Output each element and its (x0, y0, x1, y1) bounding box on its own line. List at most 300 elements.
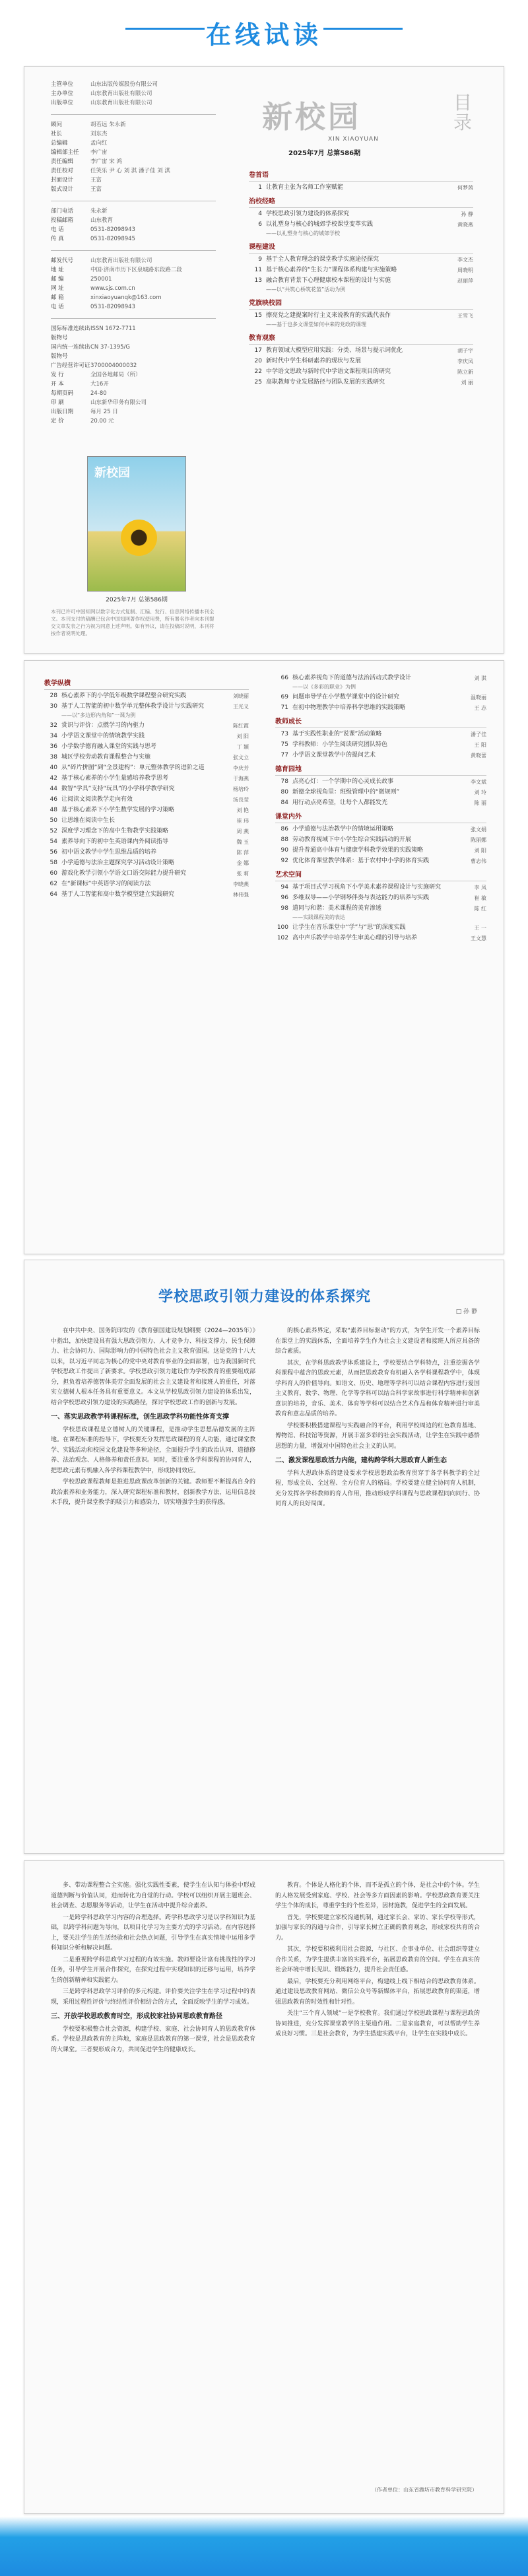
toc-entry[interactable] (44, 722, 249, 730)
masthead-row (51, 343, 216, 361)
masthead-value: 王富 (90, 177, 102, 184)
page-article-start (24, 1260, 504, 1854)
masthead-row (51, 129, 216, 139)
toc-entry-subtitle: ——以“多边形内角和”一课为例 (61, 712, 136, 718)
toc-entry-author: 李庆凤 (457, 358, 473, 364)
toc-entry-title: 学科教师：小学生阅读研究团队特色 (292, 741, 388, 748)
article-title: 学校思政引领力建设的体系探究 (158, 1289, 371, 1305)
toc-entry-author: 王 阳 (474, 742, 486, 748)
article-paragraph: 学校要积极整合社会资源，构建学校、家庭、社会协同育人的思政教育体系。学校是思政教育的主阵地，家庭是思政教育的第一课堂，社会是思政教育的大课堂。三者要形成合力，共同促进学生的健康成长。 (51, 2025, 255, 2053)
toc-page-number: 56 (50, 849, 57, 856)
toc-page-number: 92 (280, 858, 288, 864)
masthead-row (51, 407, 216, 417)
page-toc-continued (24, 660, 504, 1254)
masthead-key: 主办单位 (51, 90, 74, 97)
toc-entry[interactable] (275, 836, 486, 844)
article-paragraph: 教育。个体是人格化的个体，而不是孤立的个体，是社会中的个体。学生的人格发展受到家庭、学校、社会等多方面因素的影响。学校思政教育要关注学生个体的成长，尊重学生的个性差异，因材施教，促进学生的全面发展。 (275, 1882, 480, 1909)
masthead-key: 电 话 (51, 304, 64, 310)
masthead-key: 国内统一连续出版物号 (51, 344, 90, 360)
toc-entry-title: 高职教师专业发展路径与团队发展的实践研究 (266, 379, 385, 386)
toc-page-number: 71 (280, 704, 288, 711)
masthead-key: 责任编辑 (51, 158, 74, 165)
toc-entry-title: 深度学习理念下的高中生物教学实践策略 (61, 828, 169, 834)
toc-entry-author: 王光义 (233, 704, 249, 710)
masthead-value: 朱永新 (90, 208, 108, 215)
toc-page-number: 78 (280, 778, 288, 785)
toc-page-number: 64 (50, 891, 57, 898)
toc-entry-author: 王 一 (474, 925, 486, 931)
toc-entry-author: 崔 玮 (236, 818, 249, 824)
toc-entry-author: 于海燕 (233, 776, 249, 782)
masthead-value: 任笑乐 尹 心 刘 淇 潘子佳 刘 淇 (90, 168, 170, 174)
article-paragraph: 的核心素养界定，采取“素养目标驱动”的方式，为学生开发一个素养目标在课堂上的实践体系，全面培养学生作为社会主义建设者和接班人所应具备的综合素质。 (275, 1328, 480, 1355)
toc-entry-author: 魏 玉 (236, 839, 249, 845)
toc-entry-author: 丁 颖 (236, 744, 249, 750)
toc-page-number: 34 (50, 733, 57, 739)
toc-entry-title: 让学生在音乐课堂中“学”与“思”的深度实践 (292, 924, 406, 931)
toc-page-number: 77 (280, 752, 288, 759)
divider (51, 250, 216, 251)
toc-entry[interactable] (44, 817, 249, 825)
toc-entry-title: 小学道德与法治教学中的情境运用策略 (292, 826, 394, 832)
masthead-row (51, 216, 216, 225)
masthead-value: 胡若远 朱永新 (90, 121, 126, 128)
toc-entry-title: 在初中物理教学中培养科学思维的实践策略 (292, 704, 406, 711)
toc-entry[interactable] (275, 904, 486, 922)
toc-entry[interactable] (44, 838, 249, 846)
toc-entry-author: 林伟强 (233, 892, 249, 898)
issue-number: 2025年7月 总第586期 (288, 150, 361, 157)
toc-entry[interactable] (44, 692, 249, 700)
toc-page-number: 40 (50, 764, 57, 771)
toc-entry-title: 优化体育课堂教学体系：基于农村中小学的体育实践 (292, 858, 430, 864)
toc-header (229, 86, 486, 159)
toc-entry-title: 核心素养下的小学低年级数学课程整合研究实践 (61, 693, 187, 699)
toc-entry[interactable] (44, 753, 249, 762)
masthead-row (51, 225, 216, 234)
divider (51, 318, 216, 319)
toc-entry-title: 融合教育背景下心理健康校本课程的设计与实施 ——以“共筑心桥筑花篮”活动为例 (266, 277, 446, 294)
toc-entry[interactable] (249, 184, 473, 192)
toc-entry[interactable] (275, 741, 486, 749)
article-paragraph: 学校思政课程是立德树人的关键课程，是推动学生思想品德发展的主阵地。在课程标准的指导下，学校要充分发挥思政课程的育人功能，通过课堂教学、实践活动和校园文化建设等多种途径，全面提升学生的政治认同、道德修养、法治观念、人格修养和责任意识。同时，要注重各学科课程的协同育人，把思政元素有机融入各学科课程教学中，形成协同效应。 (51, 1426, 255, 1474)
masthead-row (51, 284, 216, 293)
toc-entry-author: 刘 艳 (236, 807, 249, 813)
toc-entry-title: 学校思政引领力建设的体系探究 (266, 211, 350, 217)
magazine-pinyin: XIN XIAOYUAN (328, 136, 379, 143)
toc-page-number: 80 (280, 789, 288, 796)
toc-entry-title: 新德全球视角里：班级管理中的“微规则” (292, 789, 400, 796)
toc-entry[interactable] (249, 347, 473, 355)
toc-entry[interactable] (249, 312, 473, 329)
toc-entry-title: 让思维在阅读中生长 (61, 817, 116, 824)
toc-entry-subtitle: ——以礼塑身与核心的城郊学校 (266, 230, 340, 236)
toc-entry[interactable] (249, 277, 473, 294)
toc-entry[interactable] (249, 266, 473, 275)
toc-entry-author: 陈 丽 (474, 800, 486, 806)
toc-entry-author: 李文斌 (471, 779, 486, 785)
masthead-key: 发 行 (51, 372, 64, 378)
toc-entry-title: 城区学校劳动教育课程整合与实施 (61, 754, 151, 761)
masthead-value: 0531-82098943 (90, 304, 135, 310)
toc-entry[interactable] (44, 859, 249, 867)
masthead-row (51, 293, 216, 302)
toc-entry[interactable] (44, 827, 249, 836)
toc-entry-title: 用行动点亮希望，让每个人都能发光 (292, 799, 388, 806)
toc-entry-author: 胡子宇 (457, 348, 473, 354)
toc-section-title: 教学纵横 (44, 679, 249, 690)
toc-page-number: 88 (280, 836, 288, 843)
toc-page-number: 73 (280, 731, 288, 737)
toc-list (249, 166, 473, 389)
toc-entry-author: 曹志伟 (471, 858, 486, 864)
masthead-value: 李广宙 (90, 149, 108, 156)
toc-label: 目录 (453, 92, 473, 133)
toc-entry-author: 何梦茜 (457, 185, 473, 191)
toc-section-title: 教育观察 (249, 334, 473, 345)
toc-page-number: 30 (50, 703, 57, 710)
masthead-row (51, 139, 216, 148)
toc-entry[interactable] (44, 764, 249, 772)
masthead-key: 投稿邮箱 (51, 217, 74, 224)
toc-page-number: 42 (50, 775, 57, 782)
toc-entry-title: 劳动教育视域下中小学生综合实践活动的开展 (292, 836, 412, 843)
article-paragraph: 三是跨学科思政学习评价的多元构建。评价要关注学生在学习过程中的表现，采用过程性评价与终结性评价相结合的方式，全面反映学生的学习成效。 (51, 1988, 255, 2006)
toc-entry-author: 刘晓丽 (233, 693, 249, 699)
toc-entry-author: 张文娟 (471, 827, 486, 832)
toc-entry-author: 王 志 (474, 705, 486, 711)
article-paragraph: 最后，学校要充分利用网络平台，构建线上线下相结合的思政教育体系。通过建设思政教育网站、微信公众号等新媒体平台，拓展思政教育的渠道，增强思政教育的时效性和针对性。 (275, 1978, 480, 2006)
toc-entry-title: 小学语文课堂教学中的提问艺术 (292, 752, 376, 759)
toc-entry-title: 基于全人教育理念的课堂教学实施途径探究 (266, 256, 380, 263)
toc-page-number: 28 (50, 693, 57, 699)
toc-entry[interactable] (275, 730, 486, 739)
masthead-key: 传 真 (51, 236, 64, 242)
toc-page-number: 17 (254, 347, 262, 354)
toc-page-number: 66 (280, 675, 288, 681)
toc-entry-title: 基于人工智能的初中数学单元整体教学设计与实践研究 ——以“多边形内角和”一课为例 (61, 702, 221, 720)
toc-entry[interactable] (44, 880, 249, 889)
toc-entry-author: 崔 敏 (474, 895, 486, 901)
masthead-key: 编辑部主任 (51, 149, 79, 156)
article-paragraph: 首先，学校要建立家校沟通机制，通过家长会、家访、家长学校等形式，加强与家长的沟通与合作，引导家长树立正确的教育观念，形成家校共育的合力。 (275, 1914, 480, 1942)
toc-entry[interactable] (249, 368, 473, 376)
masthead-value: CN 37-1395/G (90, 344, 130, 351)
toc-entry-author: 金 娜 (236, 860, 249, 866)
masthead-key: 版式设计 (51, 186, 74, 193)
toc-section-title: 教师成长 (275, 718, 486, 728)
toc-page-number: 60 (50, 870, 57, 877)
toc-entry-author: 刘 淇 (474, 675, 486, 681)
article-heading: 三、开放学校思政教育时空，形成校家社协同思政教育路径 (51, 2013, 222, 2020)
toc-section-title: 卷首语 (249, 171, 473, 182)
masthead-value: 0531-82098945 (90, 236, 135, 242)
toc-entry-title: 提升普通高中体育与健康学科教学效果的实践策略 (292, 847, 424, 854)
toc-entry-author: 黄晓燕 (457, 222, 473, 228)
toc-entry-author: 李晓燕 (233, 881, 249, 887)
toc-entry-author: 周晓明 (457, 267, 473, 273)
toc-entry[interactable] (249, 220, 473, 238)
toc-page-number: 96 (280, 895, 288, 901)
cover-caption: 2025年7月 总第586期 (106, 597, 168, 603)
masthead-value: xinxiaoyuanqk@163.com (90, 294, 162, 301)
masthead-row (51, 176, 216, 185)
masthead-key: 定 价 (51, 418, 64, 424)
masthead-key: 社长 (51, 131, 63, 137)
toc-entry-author: 王雪飞 (457, 313, 473, 319)
toc-entry[interactable] (44, 848, 249, 857)
toc-entry-title: 让阅读文阅读教学走向有效 (61, 796, 133, 803)
masthead-key: 邮 编 (51, 276, 64, 283)
masthead-row (51, 389, 216, 398)
toc-entry[interactable] (275, 894, 486, 902)
toc-entry[interactable] (275, 751, 486, 760)
toc-entry[interactable] (275, 704, 486, 712)
toc-page-number: 4 (258, 211, 262, 217)
toc-entry-title: 赏识与评价：点燃学习的内驱力 (61, 722, 145, 729)
toc-page-number: 36 (50, 743, 57, 750)
masthead-row (51, 417, 216, 426)
toc-entry-author: 刘 丽 (461, 380, 473, 386)
toc-page-number: 20 (254, 358, 262, 364)
toc-page-number: 75 (280, 741, 288, 748)
toc-page-number: 22 (254, 368, 262, 375)
article-paragraph: 多、带动课程整合全实施。强化实践性要素，使学生在认知与体验中形成道德判断与价值认同，进而转化为自觉的行动。学校可以组织开展主题班会、社会调查、志愿服务等活动，让学生在活动中提升综合素养。 (51, 1882, 255, 1909)
toc-entry-title: 数智“学具”支持“玩具”的小学科学教学研究 (61, 786, 175, 792)
toc-section-title: 课程建设 (249, 243, 473, 254)
toc-entry-title: 在“新课标”中英语学习的阅读方法 (61, 881, 151, 887)
masthead-value: 全国各地邮局（所） (90, 372, 141, 378)
toc-page-number: 50 (50, 817, 57, 824)
toc-entry-title: 让教育主张为名师工作室赋能 (266, 184, 344, 191)
masthead-row (51, 302, 216, 312)
toc-entry-title: 道同与和谐：美术课程的美育渗透 ——实践课程美的表达 (292, 904, 459, 922)
toc-entry-title: 游戏化教学引领小学语文口语交际能力提升研究 (61, 870, 187, 877)
masthead-row (51, 380, 216, 389)
toc-section-title: 党旗映校园 (249, 299, 473, 310)
toc-page-number: 98 (280, 905, 288, 912)
toc-entry[interactable] (44, 785, 249, 794)
article-paragraph: 学校思政课程教师是推进思政课改革创新的关键。教师要不断提高自身的政治素养和业务能力，深入研究课程标准和教材，创新教学方法，运用信息技术手段，提升课堂教学的吸引力和感染力，切实增强学生的获得感。 (51, 1479, 255, 1506)
masthead-row (51, 80, 216, 89)
masthead-value: 24-80 (90, 390, 107, 397)
toc-entry-title: 小学道德与法治主题探究学习活动设计策略 (61, 860, 175, 866)
toc-entry[interactable] (275, 693, 486, 702)
sunflower-icon (121, 520, 157, 556)
toc-section-title: 治校经略 (249, 197, 473, 208)
toc-entry-title: 教育领域大模型应用实践：分类、场景与提示词优化 (266, 347, 403, 354)
masthead-value: 刘东杰 (90, 131, 108, 137)
masthead-key: 广告经营许可证 (51, 362, 90, 369)
toc-entry[interactable] (44, 743, 249, 751)
toc-entry[interactable] (44, 774, 249, 783)
toc-entry[interactable] (275, 778, 486, 786)
toc-list-right (275, 674, 486, 945)
masthead-block (51, 80, 216, 108)
toc-entry-author: 刘 阳 (236, 733, 249, 739)
toc-list-left (44, 674, 249, 901)
article-author: □ 孙 静 (455, 1308, 477, 1315)
toc-page-number: 52 (50, 828, 57, 834)
masthead-key: 顾问 (51, 121, 63, 128)
toc-entry[interactable] (275, 799, 486, 807)
masthead-row (51, 185, 216, 194)
article-column-2 (275, 1326, 480, 1841)
masthead-info (51, 80, 216, 432)
article-paragraph: 在中共中央、国务院印发的《教育强国建设规划纲要（2024—2035年）》中指出，加快建设具有强大思政引领力、人才竞争力、科技支撑力、民生保障力、社会协同力、国际影响力的中国特色社会主义教育强国。这是党的十八大以来，以习近平同志为核心的党中央对教育事业的全面部署，也为我国新时代学校思政工作提出了新要求。学校思政引领力建设作为学校教育的重要组成部分，担负着培养德智体美劳全面发展的社会主义建设者和接班人的重任，对落实立德树人根本任务具有重要意义。本文从学校思政引领力建设的体系出发，结合学校思政引领力建设的实践路径，探讨学校思政工作的创新与发展。 (51, 1328, 255, 1406)
toc-page-number: 38 (50, 754, 57, 761)
masthead-value: 山东出版传媒股份有限公司 (90, 81, 158, 88)
page-article-continued (24, 1860, 504, 2514)
toc-section-title: 艺术空间 (275, 871, 486, 881)
toc-entry-title: 点亮心灯：一个学期中的心灵成长故事 (292, 778, 394, 785)
toc-page-number: 9 (258, 256, 262, 263)
article-paragraph: 关注“三个育人领域”一是学校教育。我们通过学校思政课程与课程思政的协同推进，充分发挥课堂教学的主渠道作用。二是家庭教育，可以帮助学生养成良好习惯。三是社会教育，为学生搭建实践平台，让学生在实践中成长。 (275, 2010, 480, 2037)
toc-entry-title: 擦亮党之建提案时行主义来说教育的实践代表作 ——基于也多文课堂如何中来的党政的课理 (266, 312, 446, 329)
toc-entry-title: 以礼塑身与核心的城郊学校课堂变革实践 ——以礼塑身与核心的城郊学校 (266, 220, 446, 238)
toc-entry-author: 陈 萍 (236, 850, 249, 856)
masthead-row (51, 265, 216, 275)
masthead-key: 总编辑 (51, 140, 68, 147)
reading-banner (0, 0, 528, 61)
toc-entry-title: 初中语文教学中学生思维品质的培养 (61, 849, 157, 856)
banner-title: 在线试读 (205, 20, 322, 50)
toc-entry-title: 小学数学德育融入课堂的实践与思考 (61, 743, 157, 750)
toc-page-number: 58 (50, 860, 57, 866)
toc-entry-author: 陈 红 (474, 906, 486, 912)
toc-entry[interactable] (249, 210, 473, 219)
masthead-row (51, 275, 216, 284)
article-column-1 (51, 1326, 255, 1841)
masthead-key: 地 址 (51, 267, 64, 273)
toc-page-number: 54 (50, 838, 57, 845)
toc-entry[interactable] (275, 883, 486, 892)
toc-entry-author: 陈立新 (457, 369, 473, 375)
toc-entry-author: 李文杰 (457, 257, 473, 263)
toc-entry-subtitle: ——基于也多文课堂如何中来的党政的课理 (266, 322, 366, 327)
toc-entry-author: 刘 阳 (474, 848, 486, 854)
toc-entry[interactable] (44, 702, 249, 720)
toc-page-number: 44 (50, 786, 57, 792)
cover-title: 新校园 (94, 466, 130, 480)
staff-block (51, 120, 216, 194)
masthead-row (51, 398, 216, 407)
article-paragraph: 学校要积极搭建课程与实践融合的平台，利用学校周边的红色教育基地、博物馆、科技馆等资源，开展丰富多彩的社会实践活动，让学生在实践中感悟思想的力量，增强对中国特色社会主义的认同。 (275, 1422, 480, 1450)
toc-entry-title: 问题串导学在小学数学课堂中的设计研究 (292, 694, 400, 700)
toc-entry[interactable] (44, 732, 249, 741)
toc-entry-author: 陈红霞 (233, 723, 249, 729)
article-paragraph: 学科大思政体系的建设要求学校思想政治教育贯穿于各学科教学的全过程，形成全员、全过程、全方位育人的格局。学校要建立健全协同育人机制，充分发挥各学科教师的育人作用，推动形成学科课程与思政课程同向同行、协同育人的良好局面。 (275, 1470, 480, 1507)
toc-entry[interactable] (44, 806, 249, 815)
masthead-key: 出版日期 (51, 409, 74, 415)
masthead-key: 开 本 (51, 381, 64, 388)
toc-page-number: 69 (280, 694, 288, 700)
toc-entry[interactable] (275, 857, 486, 865)
masthead-key: 出版单位 (51, 100, 74, 106)
masthead-value: 山东教育出版社有限公司 (90, 90, 152, 97)
toc-entry[interactable] (275, 934, 486, 943)
masthead-value: 山东新华印务有限公司 (90, 399, 147, 406)
magazine-title: 新校园 (262, 99, 361, 135)
toc-entry-author: 刘 玲 (474, 790, 486, 796)
masthead-value: 20.00 元 (90, 418, 114, 424)
masthead-value: 孟向红 (90, 140, 108, 147)
toc-page-number: 100 (277, 924, 288, 931)
masthead-row (51, 207, 216, 216)
toc-entry[interactable] (275, 825, 486, 834)
masthead-row (51, 148, 216, 157)
toc-entry-author: 赵丽萍 (457, 278, 473, 284)
copyright-note: 本刊已许可中国知网以数字化方式复制、汇编、发行、信息网络传播本刊全文。本刊支付的稿酬已包含中国知网著作权使用费，所有署名作者向本刊提交文章发表之行为视为同意上述声明。如有异议，请在投稿时说明，本刊将按作者说明处理。 (51, 609, 214, 636)
contact-block (51, 207, 216, 244)
article-paragraph: 二是重视跨学科思政学习过程的有效实施。教师要设计富有挑战性的学习任务，引导学生开展合作探究，在探究过程中实现知识的迁移与运用，培养学生的创新精神和实践能力。 (51, 1956, 255, 1984)
toc-entry[interactable] (275, 846, 486, 855)
masthead-value: 3700004000032 (90, 362, 137, 369)
article-heading: 二、激发课程思政活力内能，建构跨学科大思政育人新生态 (275, 1457, 447, 1464)
toc-entry[interactable] (275, 674, 486, 691)
masthead-key: 责任校对 (51, 168, 74, 174)
toc-entry-title: 基于项目式学习视角下小学美术素养课程设计与实施研究 (292, 884, 442, 891)
masthead-key: 国际标准连续出版物号 (51, 325, 90, 341)
toc-entry[interactable] (44, 869, 249, 878)
masthead-row (51, 157, 216, 166)
toc-entry-title: 基于核心素养下小学生数学发展的学习策略 (61, 807, 175, 813)
toc-entry-title: 基于核心素养的“生长力”课程体系构建与实施策略 (266, 267, 397, 273)
toc-entry-author: 李 凤 (474, 885, 486, 891)
article-heading: 一、落实思政教学科课程标准，创生思政学科功能性体育支撑 (51, 1413, 229, 1421)
toc-entry-author: 杨培玲 (233, 786, 249, 792)
toc-entry-author: 潘子佳 (471, 731, 486, 737)
toc-page-number: 25 (254, 379, 262, 386)
toc-entry[interactable] (44, 891, 249, 899)
toc-entry-title: 从“碎片拼图”到“全景建构”：单元整体教学的进阶之道 (61, 764, 205, 771)
toc-entry-author: 王文慧 (471, 935, 486, 941)
article-column-4 (275, 1881, 480, 2462)
toc-page-number: 15 (254, 312, 262, 319)
toc-page-number: 32 (50, 722, 57, 729)
toc-page-number: 102 (277, 935, 288, 941)
toc-page-number: 13 (254, 277, 262, 284)
masthead-value: 0531-82098943 (90, 226, 135, 233)
masthead-value: 王富 (90, 186, 102, 193)
toc-entry[interactable] (44, 796, 249, 804)
masthead-row (51, 120, 216, 129)
masthead-row (51, 89, 216, 98)
masthead-row (51, 256, 216, 265)
toc-entry-author: 黄晓蕾 (471, 753, 486, 759)
toc-entry-author: 张 莉 (236, 871, 249, 877)
masthead-key: 部门电话 (51, 208, 74, 215)
masthead-value: 中国·济南市历下区泉城路东段路二段 (90, 267, 182, 273)
toc-entry[interactable] (249, 378, 473, 387)
masthead-value: 250001 (90, 276, 112, 283)
toc-entry[interactable] (275, 924, 486, 932)
toc-entry[interactable] (249, 357, 473, 366)
masthead-value: 山东教育 (90, 217, 114, 224)
toc-entry[interactable] (249, 255, 473, 264)
toc-entry-title: 基于实践性职业的“说课”活动策略 (292, 731, 382, 737)
toc-entry-author: 张文立 (233, 755, 249, 761)
cover-image (87, 456, 186, 592)
toc-entry-author: 汤良莹 (233, 797, 249, 803)
toc-entry-title: 基于核心素养的小学生量感培养教学思考 (61, 775, 169, 782)
masthead-value: 山东教育出版社有限公司 (90, 100, 152, 106)
masthead-value: www.sjs.com.cn (90, 285, 135, 292)
masthead-row (51, 234, 216, 244)
page-masthead-toc (24, 66, 504, 654)
toc-entry[interactable] (275, 788, 486, 797)
toc-entry-title: 核心素养视角下的道德与法治活动式教学设计 ——以《多彩的职业》为例 (292, 674, 459, 691)
